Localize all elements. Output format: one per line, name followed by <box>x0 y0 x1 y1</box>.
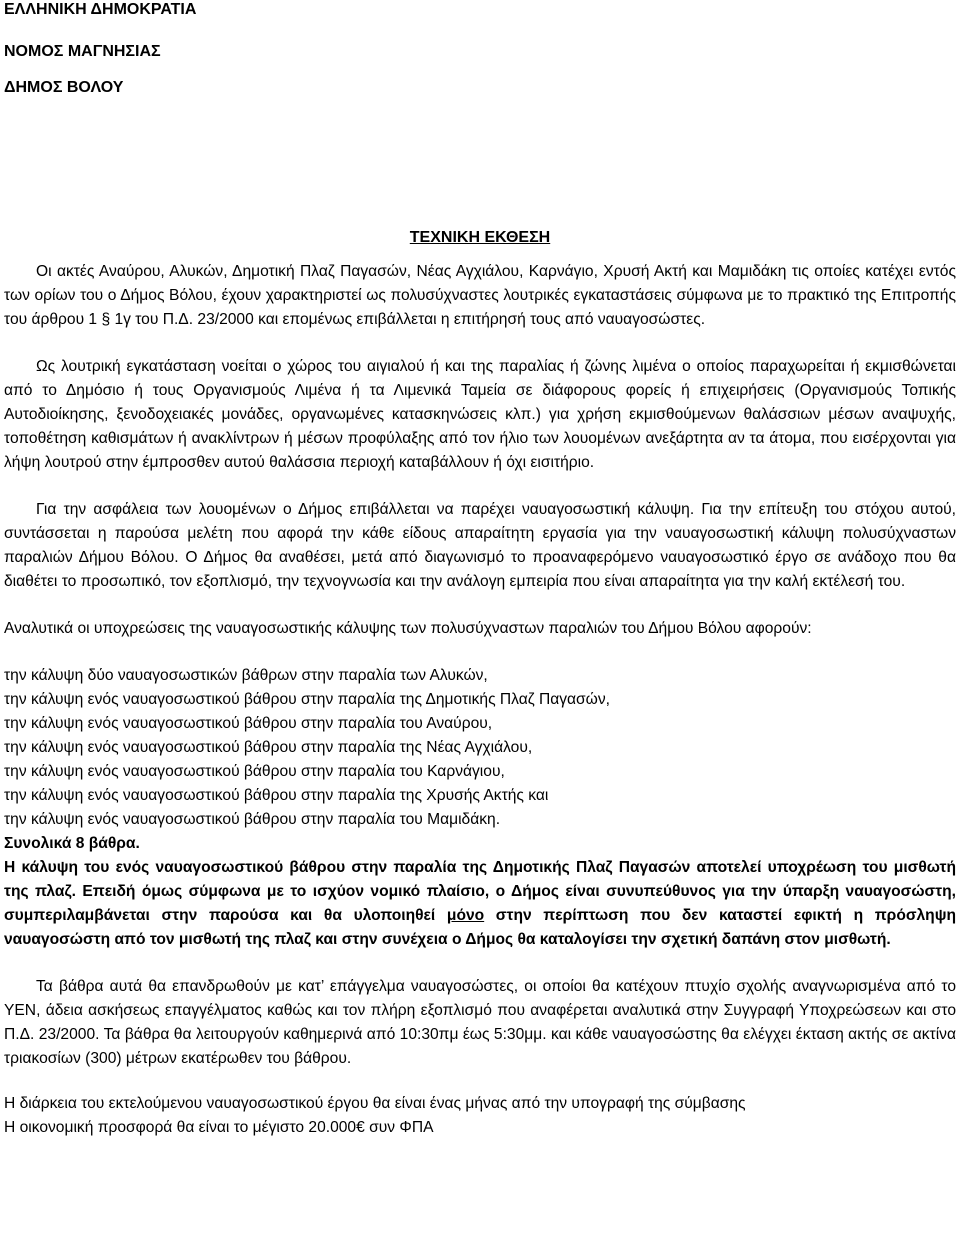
total-pedestals: Συνολικά 8 βάθρα. <box>4 835 140 852</box>
list-item: την κάλυψη δύο ναυαγοσωστικών βάθρων στην παραλία των Αλυκών, <box>4 667 488 684</box>
underlined-only: μόνο <box>446 907 485 924</box>
list-item: την κάλυψη ενός ναυαγοσωστικού βάθρου στην παραλία του Καρνάγιου, <box>4 763 505 780</box>
paragraph-duration: Η διάρκεια του εκτελούμενου ναυαγοσωστικού έργου θα είναι ένας μήνας από την υπογραφή της σύμβασης <box>4 1095 746 1112</box>
list-item: την κάλυψη ενός ναυαγοσωστικού βάθρου στην παραλία της Χρυσής Ακτής και <box>4 787 549 804</box>
header-prefecture: ΝΟΜΟΣ ΜΑΓΝΗΣΙΑΣ <box>4 43 161 60</box>
header-municipality: ΔΗΜΟΣ ΒΟΛΟΥ <box>4 79 124 96</box>
paragraph-pagases-note: Η κάλυψη του ενός ναυαγοσωστικού βάθρου στην παραλία της Δημοτικής Πλαζ Παγασών αποτελεί υποχρέωση του μισθωτή της πλαζ. Επειδή όμως σύμφωνα με το ισχύον νομικό πλαίσιο, ο Δήμος είναι συνυπεύθυνος για την ύπαρξη ναυαγοσώστη, συμπεριλαμβάνεται στην παρούσα και θα υλοποιηθεί μόνο στην περίπτωση που δεν καταστεί εφικτή η πρόσληψη ναυαγοσώστη από τον μισθωτή της πλαζ και στην συνέχεια ο Δήμος θα καταλογίσει την σχετική δαπάνη στον μισθωτή. <box>4 859 956 948</box>
paragraph-intro: Οι ακτές Αναύρου, Αλυκών, Δημοτική Πλαζ Παγασών, Νέας Αγχιάλου, Καρνάγιο, Χρυσή Ακτή και Μαμιδάκη τις οποίες κατέχει εντός των ορίων του ο Δήμος Βόλου, έχουν χαρακτηριστεί ως πολυσύχναστες λουτρικές εγκαταστάσεις σύμφωνα με το πρακτικό της Επιτροπής του άρθρου 1 § 1γ του Π.Δ. 23/2000 και επομένως επιβάλλεται η επιτήρησή τους από ναυαγοσώστες. <box>4 263 956 328</box>
paragraph-obligations: Αναλυτικά οι υποχρεώσεις της ναυαγοσωστικής κάλυψης των πολυσύχναστων παραλιών του Δήμου Βόλου αφορούν: <box>4 620 812 637</box>
list-item: την κάλυψη ενός ναυαγοσωστικού βάθρου στην παραλία της Νέας Αγχιάλου, <box>4 739 533 756</box>
list-item: την κάλυψη ενός ναυαγοσωστικού βάθρου στην παραλία του Αναύρου, <box>4 715 493 732</box>
list-item: την κάλυψη ενός ναυαγοσωστικού βάθρου στην παραλία της Δημοτικής Πλαζ Παγασών, <box>4 691 610 708</box>
paragraph-safety: Για την ασφάλεια των λουομένων ο Δήμος επιβάλλεται να παρέχει ναυαγοσωστική κάλυψη. Για την επίτευξη του στόχου αυτού, συντάσσεται η παρούσα μελέτη που αφορά την κάθε είδους απαραίτητη εργασία για την ναυαγοσωστική κάλυψη πολυσύχναστων παραλιών Δήμου Βόλου. Ο Δήμος θα αναθέσει, μετά από διαγωνισμό το προαναφερόμενο ναυαγοσωστικό έργο σε ανάδοχο που θα διαθέτει το προσωπικό, τον εξοπλισμό, την τεχνογνωσία και την ανάλογη εμπειρία που είναι απαραίτητα για την καλή εκτέλεσή του. <box>4 501 956 590</box>
document-title: ΤΕΧΝΙΚΗ ΕΚΘΕΣΗ <box>409 229 551 246</box>
paragraph-offer: Η οικονομική προσφορά θα είναι το μέγιστο 20.000€ συν ΦΠΑ <box>4 1119 434 1136</box>
header-country: ΕΛΛΗΝΙΚΗ ΔΗΜΟΚΡΑΤΙΑ <box>4 1 197 18</box>
paragraph-definition: Ως λουτρική εγκατάσταση νοείται ο χώρος του αιγιαλού ή και της παραλίας ή ζώνης λιμένα ο οποίος παραχωρείται ή εκμισθώνεται από το Δημόσιο ή τους Οργανισμούς Λιμένα ή τα Λιμενικά Ταμεία σε διάφορους φορείς ή επιχειρήσεις (Οργανισμούς Τοπικής Αυτοδιοίκησης, ξενοδοχειακές μονάδες, οργανωμένες κατασκηνώσεις κλπ.) για χρήση εκμισθούμενων θαλάσσιων μέσων αναψυχής, τοποθέτηση καθισμάτων ή ανακλίντρων ή μέσων προφύλαξης από τον ήλιο των λουομένων ανεξάρτητα αν τα άτομα, που εισέρχονται για λήψη λουτρού στην έμπροσθεν αυτού θαλάσσια περιοχή καταβάλλουν ή όχι εισιτήριο. <box>4 358 956 471</box>
paragraph-staffing: Τα βάθρα αυτά θα επανδρωθούν με κατ’ επάγγελμα ναυαγοσώστες, οι οποίοι θα κατέχουν πτυχίο σχολής αναγνωρισμένα από το ΥΕΝ, άδεια ασκήσεως επαγγέλματος καθώς και τον πλήρη εξοπλισμό που αναφέρεται αναλυτικά στην Συγγραφή Υποχρεώσεων και στο Π.Δ. 23/2000. Τα βάθρα θα λειτουργούν καθημερινά από 10:30πμ έως 5:30μμ. και κάθε ναυαγοσώστης θα ελέγχει έκταση ακτής σε ακτίνα τριακοσίων (300) μέτρων εκατέρωθεν του βάθρου. <box>4 978 956 1067</box>
obligations-list <box>4 664 956 832</box>
list-item: την κάλυψη ενός ναυαγοσωστικού βάθρου στην παραλία του Μαμιδάκη. <box>4 811 501 828</box>
